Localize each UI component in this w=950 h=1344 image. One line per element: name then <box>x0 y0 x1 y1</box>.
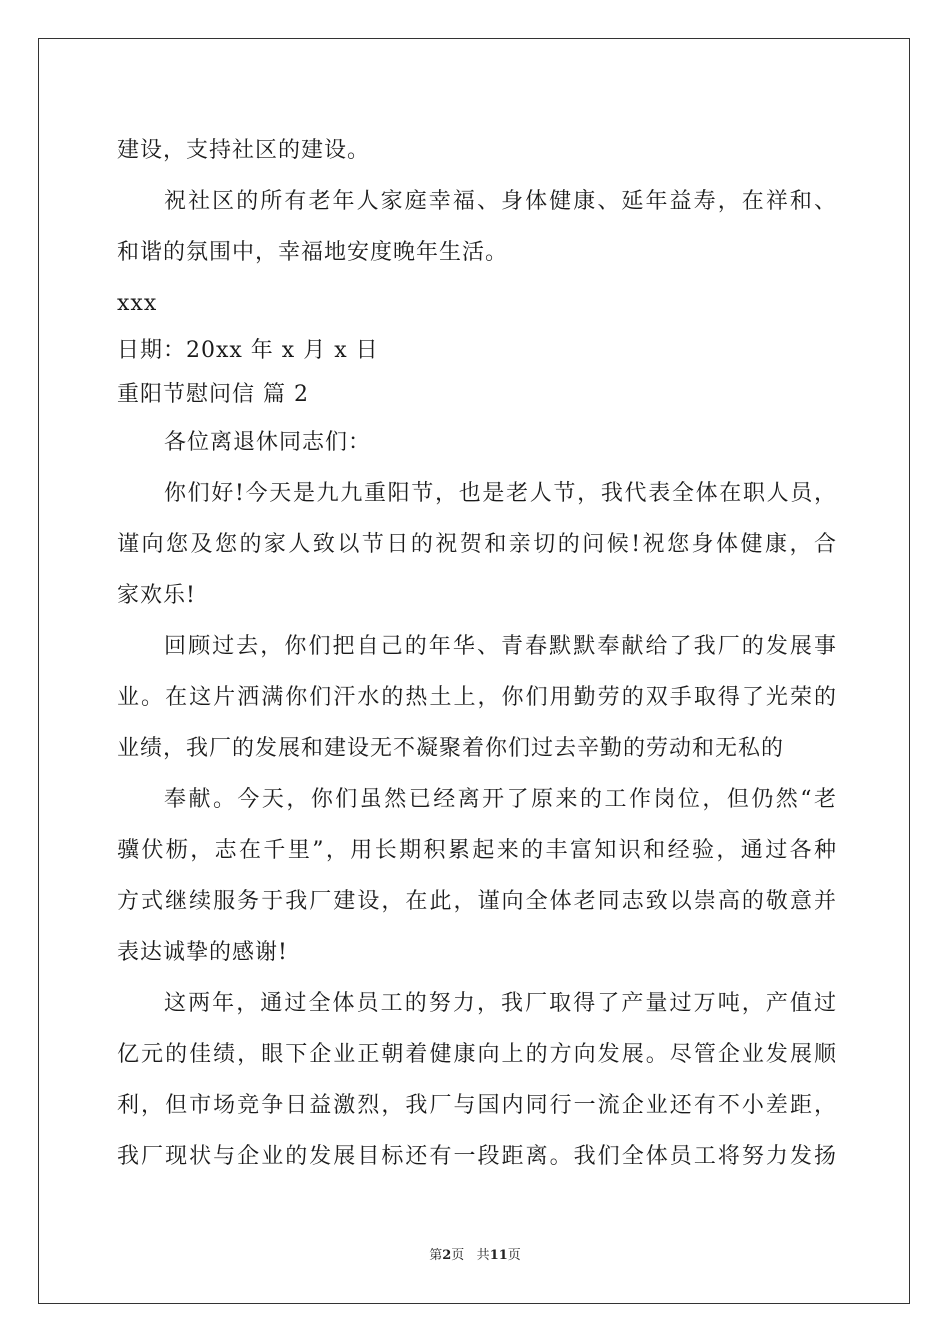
total-prefix: 共 <box>476 1248 490 1263</box>
page-prefix: 第 <box>429 1248 443 1263</box>
text-line: 方式继续服务于我厂建设，在此，谨向全体老同志致以崇高的敬意并 <box>117 889 837 914</box>
text-line: 谨向您及您的家人致以节日的祝贺和亲切的问候!祝您身体健康，合 <box>117 532 837 557</box>
total-pages: 11 <box>489 1248 508 1263</box>
text-line: 利，但市场竞争日益激烈，我厂与国内同行一流企业还有不小差距， <box>117 1093 837 1118</box>
total-suffix: 页 <box>507 1248 521 1263</box>
text-line: 家欢乐! <box>117 583 196 608</box>
text-line: 我厂现状与企业的发展目标还有一段距离。我们全体员工将努力发扬 <box>117 1144 837 1169</box>
text-line: 业。在这片洒满你们汗水的热土上，你们用勤劳的双手取得了光荣的 <box>117 685 837 710</box>
text-line: 骥伏枥，志在千里”，用长期积累起来的丰富知识和经验，通过各种 <box>117 838 837 863</box>
salutation-line: 各位离退休同志们： <box>164 430 372 455</box>
page-footer <box>0 1244 950 1263</box>
section-title: 重阳节慰问信 篇 2 <box>117 382 309 407</box>
text-line: 和谐的氛围中，幸福地安度晚年生活。 <box>117 240 509 265</box>
page-number: 2 <box>442 1248 452 1263</box>
text-line: 祝社区的所有老年人家庭幸福、身体健康、延年益寿，在祥和、 <box>164 189 837 214</box>
text-line: 表达诚挚的感谢! <box>117 940 288 965</box>
signature-line: xxx <box>117 291 158 316</box>
text-line: 这两年，通过全体员工的努力，我厂取得了产量过万吨，产值过 <box>164 991 837 1016</box>
text-line: 你们好!今天是九九重阳节，也是老人节，我代表全体在职人员， <box>164 481 837 506</box>
document-body <box>117 125 837 1182</box>
text-line: 建设，支持社区的建设。 <box>117 138 371 163</box>
text-line: 回顾过去，你们把自己的年华、青春默默奉献给了我厂的发展事 <box>164 634 837 659</box>
page-suffix: 页 <box>451 1248 465 1263</box>
date-line: 日期：20xx 年 x 月 x 日 <box>117 338 379 363</box>
text-line: 奉献。今天，你们虽然已经离开了原来的工作岗位，但仍然“老 <box>164 787 837 812</box>
text-line: 业绩，我厂的发展和建设无不凝聚着你们过去辛勤的劳动和无私的 <box>117 736 785 761</box>
text-line: 亿元的佳绩，眼下企业正朝着健康向上的方向发展。尽管企业发展顺 <box>117 1042 837 1067</box>
